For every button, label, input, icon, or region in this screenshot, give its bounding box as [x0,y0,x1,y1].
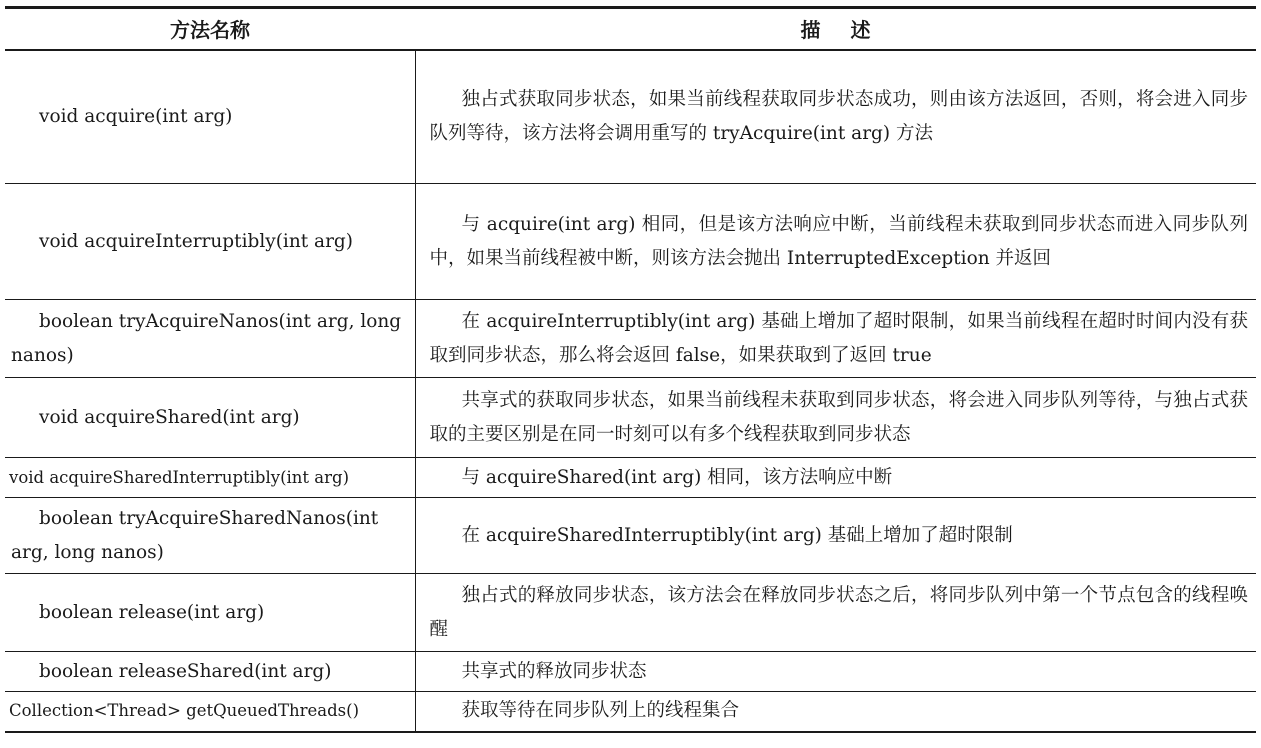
table-row [5,184,1256,300]
description-cell [415,692,1256,732]
header-description: 描述 [415,8,1256,50]
table-header [5,8,1256,50]
table-row [5,458,1256,498]
method-table [5,6,1256,733]
table-row [5,652,1256,692]
method-cell [5,50,415,184]
method-cell [5,652,415,692]
description-text: 在 acquireSharedInterruptibly(int arg) 基础上增加了超时限制 [461,524,1013,546]
method-name-text: void acquire(int arg) [39,105,233,127]
method-cell [5,458,415,498]
method-name-text: void acquireInterruptibly(int arg) [39,230,353,252]
description-text: 共享式的释放同步状态 [461,660,647,682]
method-name-text: void acquireShared(int arg) [39,406,300,428]
method-name-text: boolean tryAcquireSharedNanos(int arg, long nanos) [11,507,379,563]
method-name-text: void acquireSharedInterruptibly(int arg) [9,467,350,487]
table-row [5,498,1256,574]
method-cell [5,184,415,300]
method-name-text: Collection<Thread> getQueuedThreads() [9,701,360,721]
table-row [5,574,1256,652]
header-method-name: 方法名称 [5,8,415,50]
description-text: 与 acquireShared(int arg) 相同，该方法响应中断 [461,466,893,488]
table-row [5,692,1256,732]
description-text: 共享式的获取同步状态，如果当前线程未获取到同步状态，将会进入同步队列等待，与独占式获取的主要区别是在同一时刻可以有多个线程获取到同步状态 [429,389,1248,445]
description-text: 独占式获取同步状态，如果当前线程获取同步状态成功，则由该方法返回，否则，将会进入同步队列等待，该方法将会调用重写的 tryAcquire(int arg) 方法 [429,88,1248,144]
table-row [5,300,1256,378]
table-body [5,50,1256,732]
description-text: 获取等待在同步队列上的线程集合 [461,700,740,722]
description-cell [415,498,1256,574]
description-cell [415,574,1256,652]
method-name-text: boolean release(int arg) [39,601,265,623]
header-row [5,8,1256,50]
description-cell [415,184,1256,300]
method-name-text: boolean releaseShared(int arg) [39,660,332,682]
description-cell [415,378,1256,458]
description-text: 独占式的释放同步状态，该方法会在释放同步状态之后，将同步队列中第一个节点包含的线程唤醒 [429,584,1248,640]
description-cell [415,652,1256,692]
description-text: 在 acquireInterruptibly(int arg) 基础上增加了超时限制，如果当前线程在超时时间内没有获取到同步状态，那么将会返回 false，如果获取到了返回 true [429,310,1248,366]
description-cell [415,300,1256,378]
table-row [5,378,1256,458]
method-cell [5,498,415,574]
method-cell [5,574,415,652]
method-cell [5,378,415,458]
method-cell [5,300,415,378]
method-name-text: boolean tryAcquireNanos(int arg, long nanos) [11,310,402,366]
table-row [5,50,1256,184]
description-text: 与 acquire(int arg) 相同，但是该方法响应中断，当前线程未获取到同步状态而进入同步队列中，如果当前线程被中断，则该方法会抛出 InterruptedException 并返回 [429,213,1248,269]
method-cell [5,692,415,732]
description-cell [415,458,1256,498]
description-cell [415,50,1256,184]
